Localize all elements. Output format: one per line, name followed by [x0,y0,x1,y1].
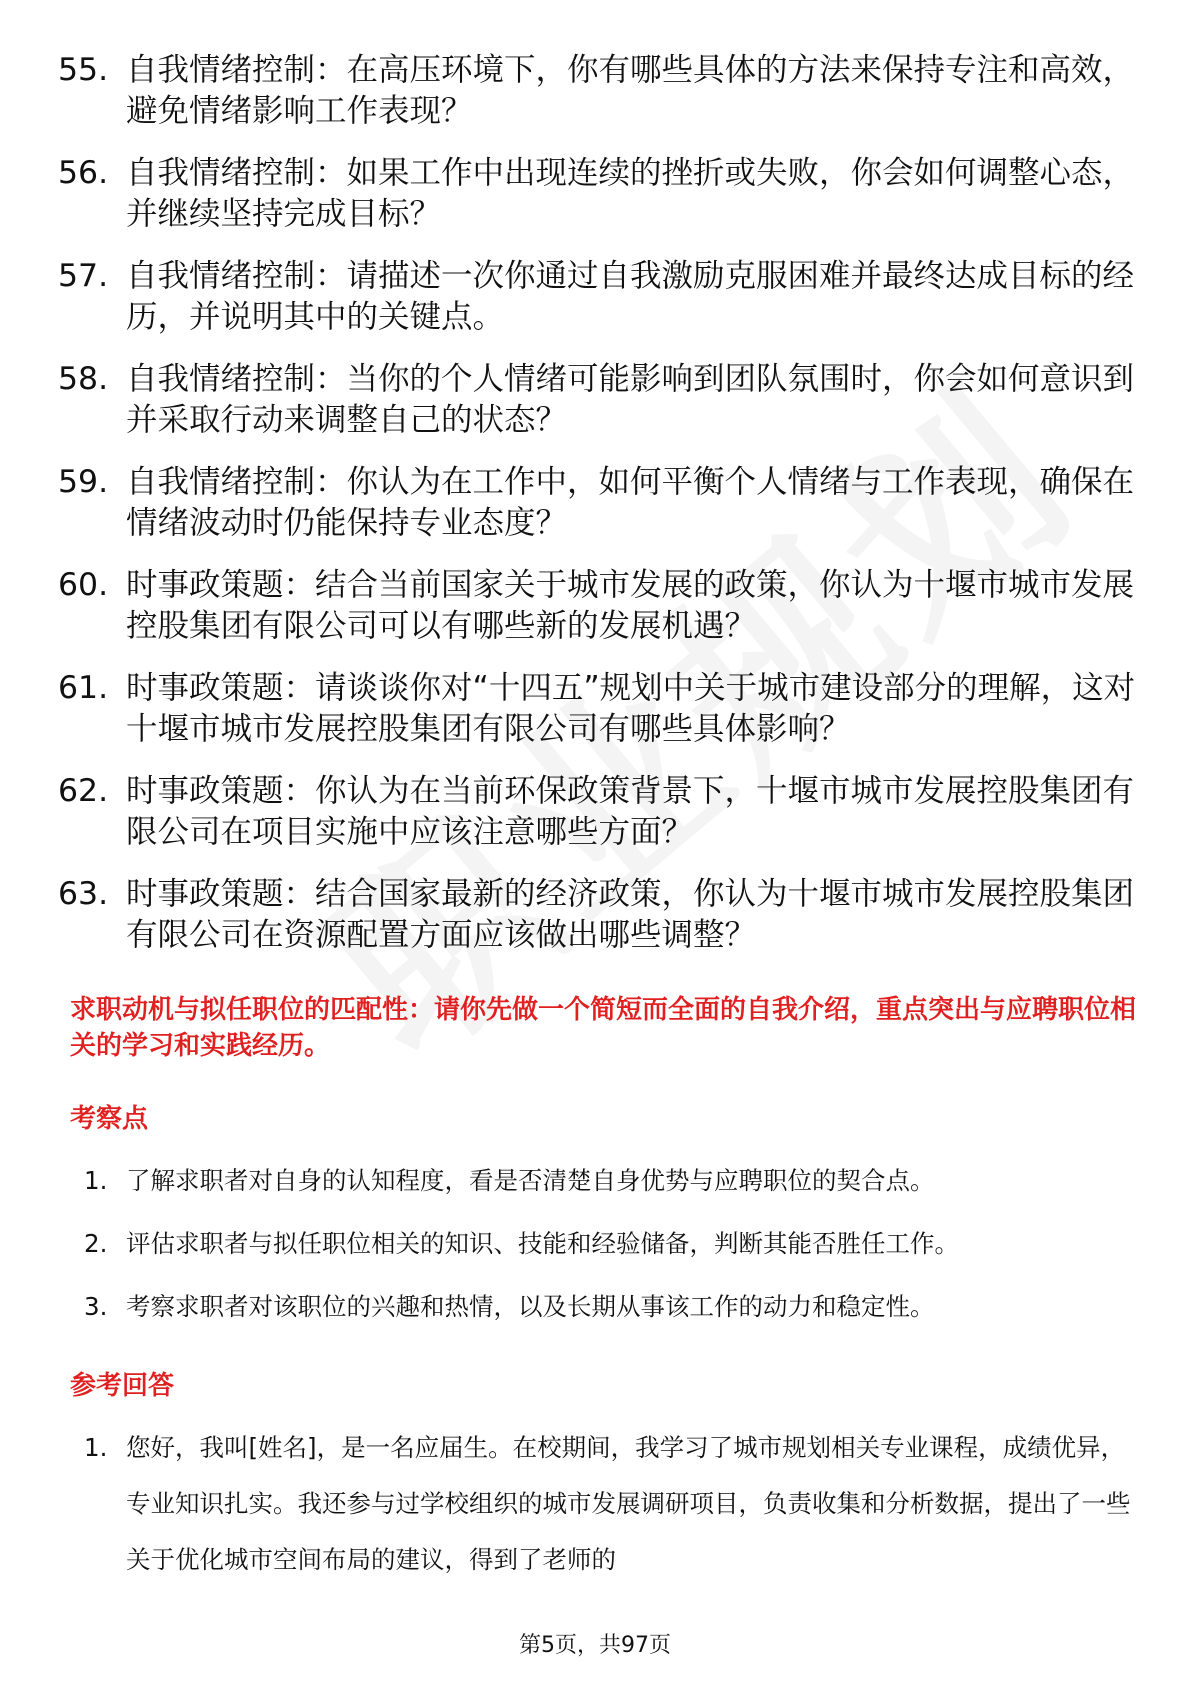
question-item [58,565,1138,647]
question-number: 55. [58,52,109,88]
question-number: 61. [58,670,109,706]
question-text: 时事政策题：结合当前国家关于城市发展的政策，你认为十堰市城市发展控股集团有限公司可以有哪些新的发展机遇？ [126,567,1135,644]
list-number: 3. [84,1292,108,1321]
list-text: 了解求职者对自身的认知程度，看是否清楚自身优势与应聘职位的契合点。 [126,1166,935,1195]
question-number: 63. [58,876,109,912]
question-number: 59. [58,464,109,500]
question-item [58,153,1138,235]
question-text: 自我情绪控制：你认为在工作中，如何平衡个人情绪与工作表现，确保在情绪波动时仍能保持专业态度？ [126,464,1135,541]
answer-heading: 参考回答 [70,1371,175,1401]
question-item [58,771,1138,853]
question-text: 自我情绪控制：如果工作中出现连续的挫折或失败，你会如何调整心态，并继续坚持完成目标？ [126,155,1135,232]
question-item [58,874,1138,956]
question-number: 56. [58,155,109,191]
question-number: 58. [58,361,109,397]
question-list [58,50,1138,977]
question-text: 时事政策题：结合国家最新的经济政策，你认为十堰市城市发展控股集团有限公司在资源配置方面应该做出哪些调整？ [126,876,1135,953]
list-item [84,1289,1144,1324]
answer-list [84,1430,1144,1616]
list-item [84,1420,1144,1588]
list-number: 1. [84,1433,108,1462]
question-text: 自我情绪控制：当你的个人情绪可能影响到团队氛围时，你会如何意识到并采取行动来调整自己的状态？ [126,361,1135,438]
page-footer: 第5页，共97页 [519,1633,671,1658]
list-number: 2. [84,1229,108,1258]
question-number: 57. [58,258,109,294]
question-item [58,256,1138,338]
question-item [58,50,1138,132]
list-item [84,1226,1144,1261]
section-question: 求职动机与拟任职位的匹配性：请你先做一个简短而全面的自我介绍，重点突出与应聘职位相关的学习和实践经历。 [70,995,1137,1061]
list-text: 评估求职者与拟任职位相关的知识、技能和经验储备，判断其能否胜任工作。 [126,1229,959,1258]
list-text: 您好，我叫[姓名]，是一名应届生。在校期间，我学习了城市规划相关专业课程，成绩优异，专业知识扎实。我还参与过学校组织的城市发展调研项目，负责收集和分析数据，提出了一些关于优化城市空间布局的建议，得到了老师的 [126,1433,1131,1574]
list-item [84,1163,1144,1198]
question-number: 62. [58,773,109,809]
question-item [58,359,1138,441]
question-text: 时事政策题：请谈谈你对“十四五”规划中关于城市建设部分的理解，这对十堰市城市发展控股集团有限公司有哪些具体影响？ [126,670,1136,747]
question-number: 60. [58,567,109,603]
points-heading: 考察点 [70,1104,149,1134]
question-text: 自我情绪控制：在高压环境下，你有哪些具体的方法来保持专注和高效，避免情绪影响工作表现？ [126,52,1135,129]
list-number: 1. [84,1166,108,1195]
question-item [58,668,1138,750]
list-text: 考察求职者对该职位的兴趣和热情，以及长期从事该工作的动力和稳定性。 [126,1292,935,1321]
points-list [84,1163,1144,1352]
question-text: 自我情绪控制：请描述一次你通过自我激励克服困难并最终达成目标的经历，并说明其中的关键点。 [126,258,1135,335]
question-text: 时事政策题：你认为在当前环保政策背景下，十堰市城市发展控股集团有限公司在项目实施中应该注意哪些方面？ [126,773,1135,850]
question-item [58,462,1138,544]
